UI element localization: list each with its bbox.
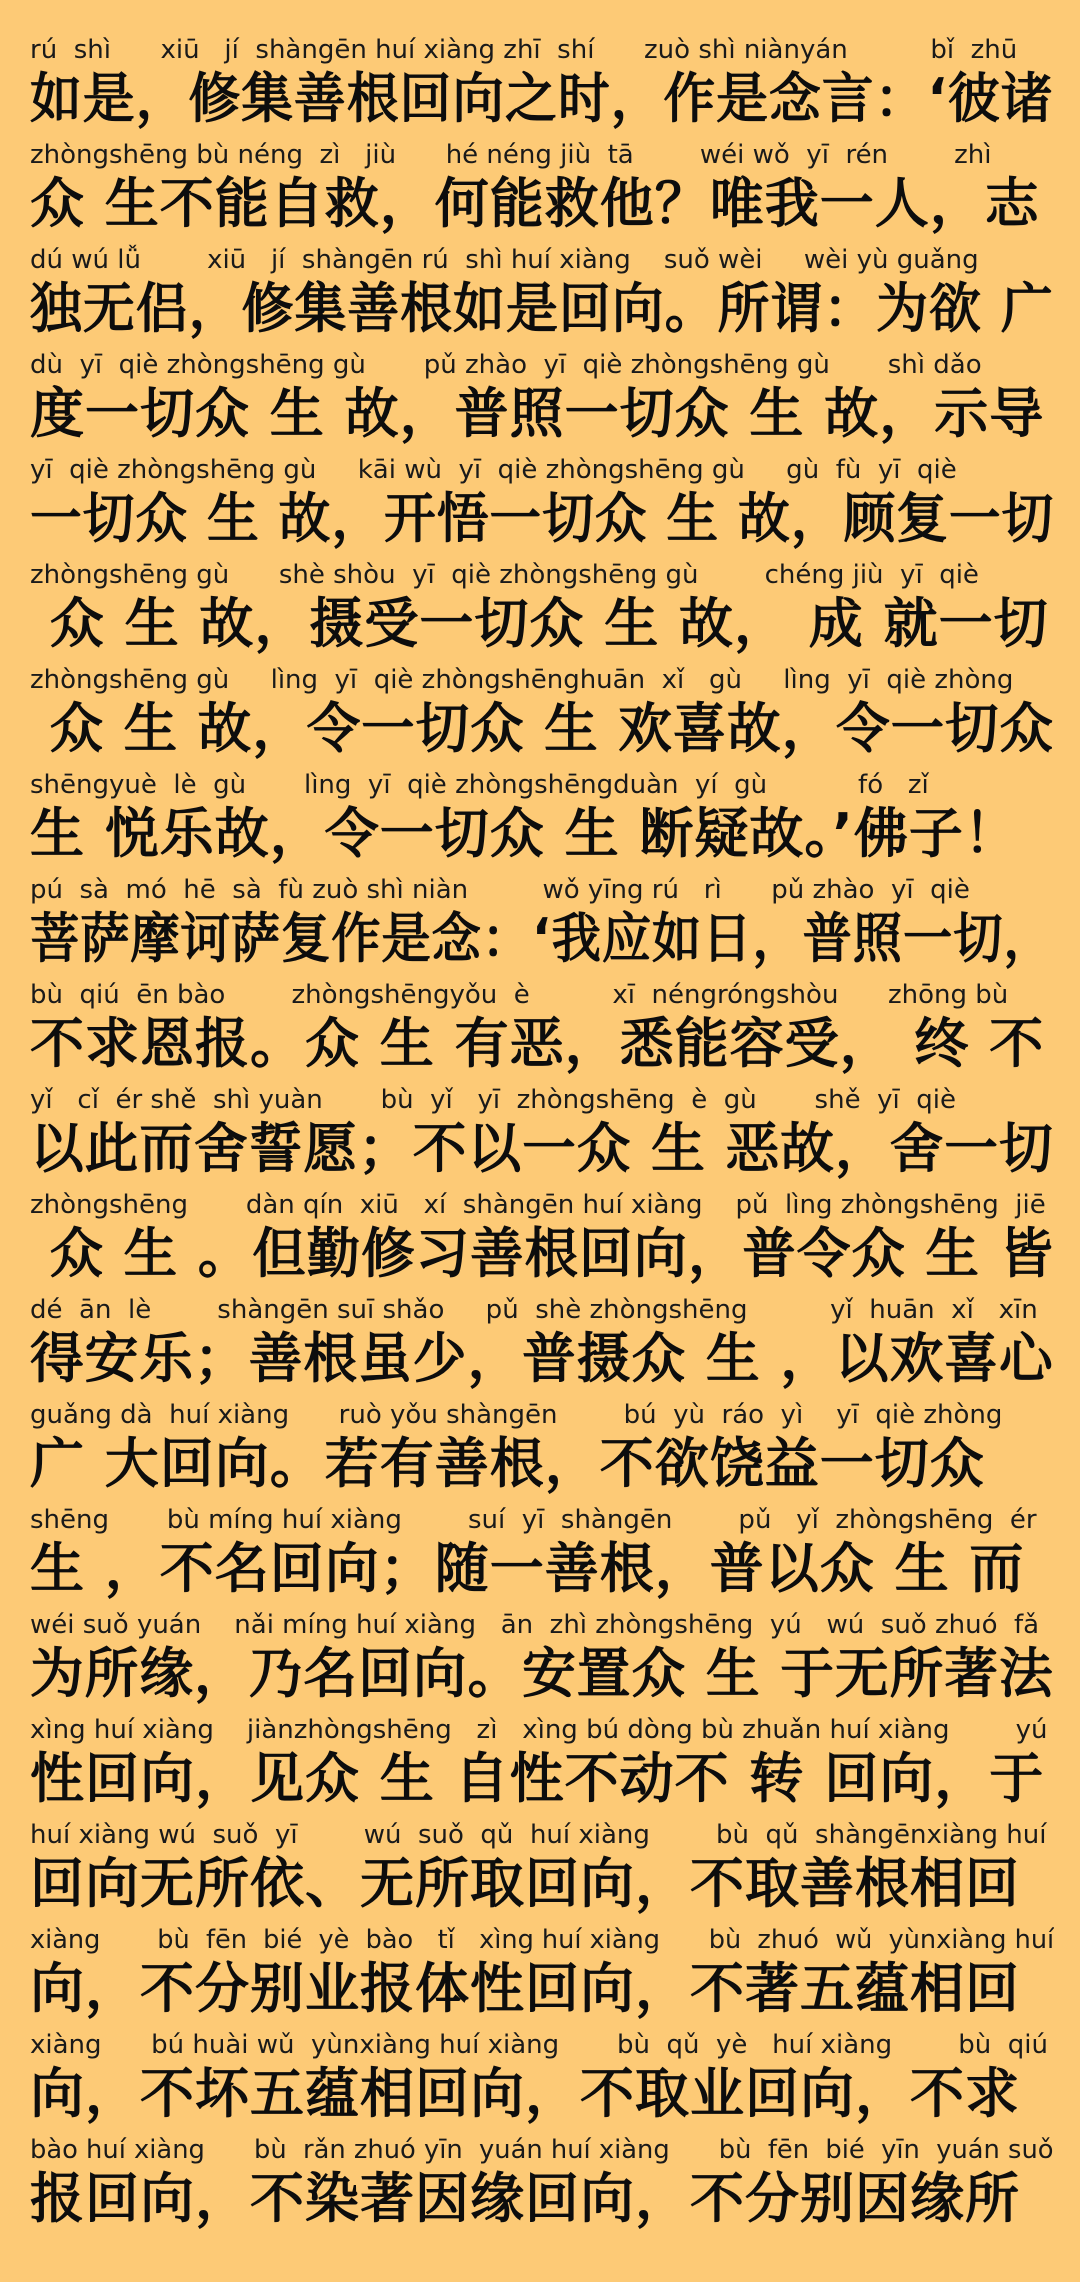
pinyin-line: guǎng dà huí xiàng ruò yǒu shàngēn bú yù ráo yì yī qiè zhòng	[30, 1400, 1003, 1430]
pinyin-line: dú wú lǚ xiū jí shàngēn rú shì huí xiàng suǒ wèi wèi yù guǎng	[30, 245, 979, 275]
pinyin-line: xiàng bù fēn bié yè bào tǐ xìng huí xiàng bù zhuó wǔ yùnxiàng huí	[30, 1925, 1054, 1955]
text-line-21	[30, 2134, 1054, 2239]
hanzi-line: 生 悦乐故，令一切众 生 断疑故。’佛子！	[30, 802, 1019, 865]
pinyin-line: huí xiàng wú suǒ yī wú suǒ qǔ huí xiàng bù qǔ shàngēnxiàng huí	[30, 1820, 1047, 1850]
text-line-11	[30, 1084, 1054, 1189]
text-line-7	[30, 664, 1054, 769]
text-line-14	[30, 1399, 1054, 1504]
pinyin-line: zhòngshēng dàn qín xiū xí shàngēn huí xiàng pǔ lìng zhòngshēng jiē	[30, 1190, 1046, 1220]
text-line-18	[30, 1819, 1054, 1924]
hanzi-line: 独无侣，修集善根如是回向。所谓：为欲 广	[30, 277, 1054, 340]
pinyin-line: bào huí xiàng bù rǎn zhuó yīn yuán huí xiàng bù fēn bié yīn yuán suǒ	[30, 2135, 1054, 2165]
text-line-17	[30, 1714, 1054, 1819]
pinyin-line: yī qiè zhòngshēng gù kāi wù yī qiè zhòngshēng gù gù fù yī qiè	[30, 455, 957, 485]
text-line-3	[30, 244, 1054, 349]
hanzi-line: 以此而舍誓愿；不以一众 生 恶故，舍一切	[30, 1117, 1054, 1180]
pinyin-line: xiàng bú huài wǔ yùnxiàng huí xiàng bù qǔ yè huí xiàng bù qiú	[30, 2030, 1048, 2060]
pinyin-line: dé ān lè shàngēn suī shǎo pǔ shè zhòngshēng yǐ huān xǐ xīn	[30, 1295, 1038, 1325]
hanzi-line: 向，不坏五蕴相回向，不取业回向，不求	[30, 2062, 1020, 2125]
text-line-20	[30, 2029, 1054, 2134]
hanzi-line: 众 生 故，令一切众 生 欢喜故，令一切众	[30, 697, 1054, 760]
pinyin-line: zhòngshēng bù néng zì jiù hé néng jiù tā wéi wǒ yī rén zhì	[30, 140, 992, 170]
pinyin-line: rú shì xiū jí shàngēn huí xiàng zhī shí zuò shì niànyán bǐ zhū	[30, 35, 1018, 65]
hanzi-line: 报回向，不染著因缘回向，不分别因缘所	[30, 2167, 1020, 2230]
text-line-12	[30, 1189, 1054, 1294]
text-line-5	[30, 454, 1054, 559]
hanzi-line: 广 大回向。若有善根，不欲饶益一切众	[30, 1432, 985, 1495]
hanzi-line: 回向无所依、无所取回向，不取善根相回	[30, 1852, 1020, 1915]
text-line-6	[30, 559, 1054, 664]
pinyin-line: zhòngshēng gù lìng yī qiè zhòngshēnghuān xǐ gù lìng yī qiè zhòng	[30, 665, 1014, 695]
pinyin-line: pú sà mó hē sà fù zuò shì niàn wǒ yīng rú rì pǔ zhào yī qiè	[30, 875, 970, 905]
text-line-8	[30, 769, 1054, 874]
hanzi-line: 众 生不能自救，何能救他？唯我一人，志	[30, 172, 1040, 235]
pinyin-line: shēng bù míng huí xiàng suí yī shàngēn pǔ yǐ zhòngshēng ér	[30, 1505, 1037, 1535]
text-line-16	[30, 1609, 1054, 1714]
text-line-10	[30, 979, 1054, 1084]
pinyin-line: dù yī qiè zhòngshēng gù pǔ zhào yī qiè zhòngshēng gù shì dǎo	[30, 350, 982, 380]
hanzi-line: 度一切众 生 故，普照一切众 生 故，示导	[30, 382, 1045, 445]
hanzi-line: 菩萨摩诃萨复作是念：‘我应如日，普照一切，	[30, 907, 1054, 970]
pinyin-line: zhòngshēng gù shè shòu yī qiè zhòngshēng gù chéng jiù yī qiè	[30, 560, 979, 590]
pinyin-line: xìng huí xiàng jiànzhòngshēng zì xìng bú dòng bù zhuǎn huí xiàng yú	[30, 1715, 1048, 1745]
hanzi-line: 得安乐；善根虽少，普摄众 生 ，以欢喜心	[30, 1327, 1054, 1390]
text-line-2	[30, 139, 1054, 244]
text-line-4	[30, 349, 1054, 454]
pinyin-line: wéi suǒ yuán nǎi míng huí xiàng ān zhì zhòngshēng yú wú suǒ zhuó fǎ	[30, 1610, 1040, 1640]
hanzi-line: 不求恩报。众 生 有恶，悉能容受， 终 不	[30, 1012, 1045, 1075]
pinyin-line: yǐ cǐ ér shě shì yuàn bù yǐ yī zhòngshēng è gù shě yī qiè	[30, 1085, 956, 1115]
hanzi-line: 生 ，不名回向；随一善根，普以众 生 而	[30, 1537, 1025, 1600]
hanzi-line: 如是，修集善根回向之时，作是念言：‘彼诸	[30, 67, 1054, 130]
hanzi-line: 众 生 。但勤修习善根回向，普令众 生 皆	[30, 1222, 1054, 1285]
pinyin-line: shēngyuè lè gù lìng yī qiè zhòngshēngduàn yí gù fó zǐ	[30, 770, 929, 800]
text-line-19	[30, 1924, 1054, 2029]
hanzi-line: 向，不分别业报体性回向，不著五蕴相回	[30, 1957, 1020, 2020]
hanzi-line: 一切众 生 故，开悟一切众 生 故，顾复一切	[30, 487, 1054, 550]
pinyin-line: bù qiú ēn bào zhòngshēngyǒu è xī néngróngshòu zhōng bù	[30, 980, 1009, 1010]
hanzi-line: 为所缘，乃名回向。安置众 生 于无所著法	[30, 1642, 1054, 1705]
text-line-13	[30, 1294, 1054, 1399]
hanzi-line: 众 生 故，摄受一切众 生 故， 成 就一切	[30, 592, 1049, 655]
hanzi-line: 性回向，见众 生 自性不动不 转 回向，于	[30, 1747, 1045, 1810]
text-line-15	[30, 1504, 1054, 1609]
text-line-1	[30, 34, 1054, 139]
text-line-9	[30, 874, 1054, 979]
